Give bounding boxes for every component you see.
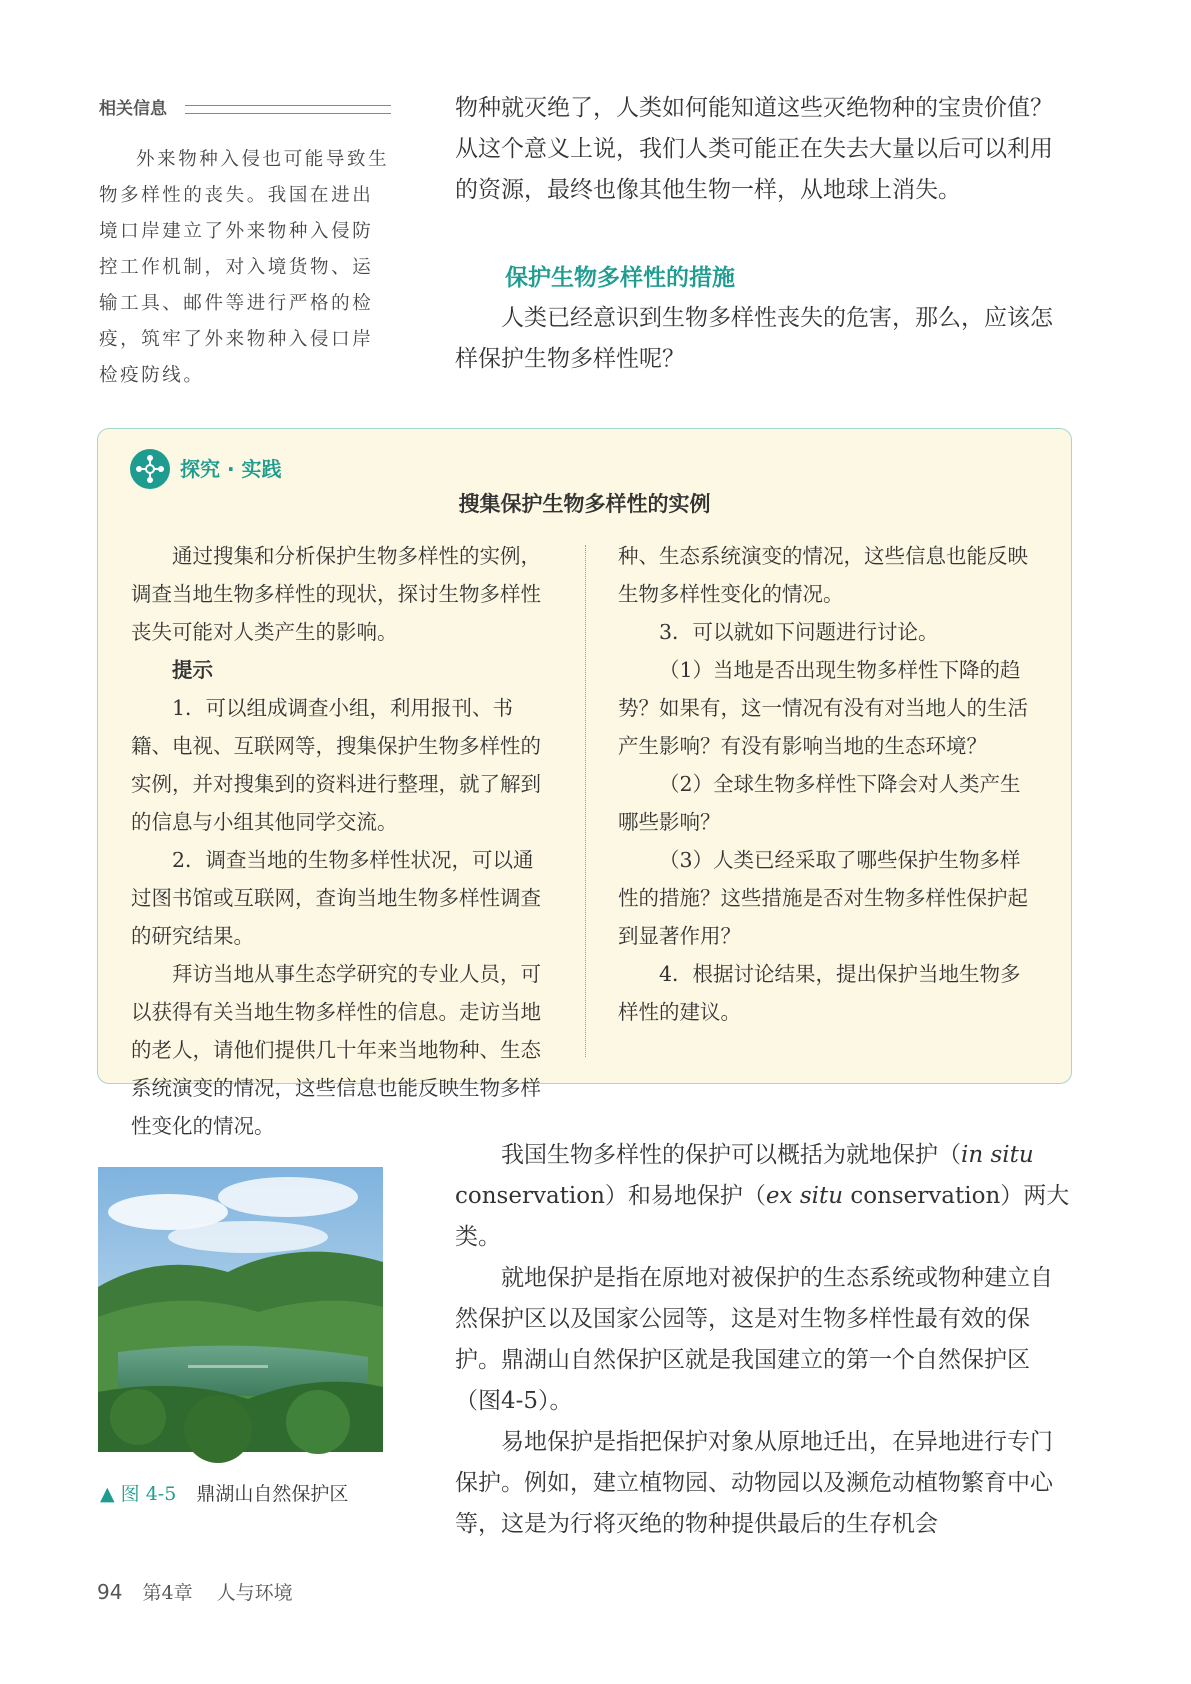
hint-4: 4．根据讨论结果，提出保护当地生物多样性的建议。 [618, 962, 1021, 1024]
inquiry-left-column [131, 537, 553, 1138]
page-footer [97, 1578, 293, 1607]
side-note-body [99, 142, 391, 394]
nature-reserve-photo [98, 1167, 383, 1452]
triangle-marker-icon: ▲ [100, 1483, 115, 1505]
question-1: （1）当地是否出现生物多样性下降的趋势？如果有，这一情况有没有对当地人的生活产生影响？有没有影响当地的生态环境？ [618, 658, 1028, 758]
hint-2b-continued: 种、生态系统演变的情况，这些信息也能反映生物多样性变化的情况。 [618, 544, 1028, 606]
side-note-rule [185, 105, 391, 114]
inquiry-right-column [618, 537, 1040, 1031]
main-paragraph-5: 易地保护是指把保护对象从原地迁出，在异地进行专门保护。例如，建立植物园、动物园以及濒危动植物繁育中心等，这是为行将灭绝的物种提供最后的生存机会 [455, 1429, 1053, 1537]
section-heading: 保护生物多样性的措施 [505, 265, 735, 291]
page-number: 94 [97, 1580, 123, 1604]
figure-number: 图 4-5 [120, 1483, 177, 1505]
side-note-label: 相关信息 [99, 98, 173, 120]
column-divider [585, 545, 586, 1057]
hint-3: 3．可以就如下问题进行讨论。 [659, 620, 939, 644]
figure-caption [100, 1480, 348, 1508]
chapter-title: 人与环境 [216, 1582, 293, 1604]
inquiry-title: 搜集保护生物多样性的实例 [458, 492, 711, 516]
main-paragraph-4: 就地保护是指在原地对被保护的生态系统或物种建立自然保护区以及国家公园等，这是对生物多样性最有效的保护。鼎湖山自然保护区就是我国建立的第一个自然保护区（图4-5）。 [455, 1265, 1053, 1414]
main-paragraph-2: 人类已经意识到生物多样性丧失的危害，那么，应该怎样保护生物多样性呢？ [455, 305, 1053, 372]
hint-label: 提示 [172, 658, 213, 682]
hint-2b: 拜访当地从事生态学研究的专业人员，可以获得有关当地生物多样性的信息。走访当地的老人，请他们提供几十年来当地物种、生态系统演变的情况，这些信息也能反映生物多样性变化的情况。 [131, 962, 541, 1138]
hint-2: 2．调查当地的生物多样性状况，可以通过图书馆或互联网，查询当地生物多样性调查的研究结果。 [131, 848, 541, 948]
chapter-label: 第4章 [142, 1582, 193, 1604]
inquiry-tag: 探究 · 实践 [180, 457, 282, 481]
inquiry-icon [130, 449, 170, 489]
question-2: （2）全球生物多样性下降会对人类产生哪些影响？ [618, 772, 1021, 834]
side-note-text: 外来物种入侵也可能导致生物多样性的丧失。我国在进出境口岸建立了外来物种入侵防控工作机制，对入境货物、运输工具、邮件等进行严格的检疫，筑牢了外来物种入侵口岸检疫防线。 [99, 149, 390, 386]
main-paragraph-3: 我国生物多样性的保护可以概括为就地保护（in situ conservation）和易地保护（ex situ conservation）两大类。 就地保护是指在原地对被保护的生态系统或物种建立自然保护区以及国家公园等，这是对生物多样性最有效的保护。鼎湖山自然保护区就是我国建立的第一个自然保护区（图4-5）。 易地保护是指把保护对象从原地迁出，在异地进行专门保护。例如，建立植物园、动物园以及濒危动植物繁育中心等，这是为行将灭绝的物种提供最后的生存机会 [455, 1135, 1073, 1545]
side-note-header [99, 98, 391, 120]
question-3: （3）人类已经采取了哪些保护生物多样性的措施？这些措施是否对生物多样性保护起到显著作用？ [618, 848, 1028, 948]
hint-1: 1．可以组成调查小组，利用报刊、书籍、电视、互联网等，搜集保护生物多样性的实例，并对搜集到的资料进行整理，就了解到的信息与小组其他同学交流。 [131, 696, 541, 834]
main-paragraph-1: 物种就灭绝了，人类如何能知道这些灭绝物种的宝贵价值？从这个意义上说，我们人类可能正在失去大量以后可以利用的资源，最终也像其他生物一样，从地球上消失。 [455, 95, 1053, 203]
figure-caption-text: 鼎湖山自然保护区 [196, 1483, 349, 1505]
inquiry-intro: 通过搜集和分析保护生物多样性的实例，调查当地生物多样性的现状，探讨生物多样性丧失可能对人类产生的影响。 [131, 544, 541, 644]
